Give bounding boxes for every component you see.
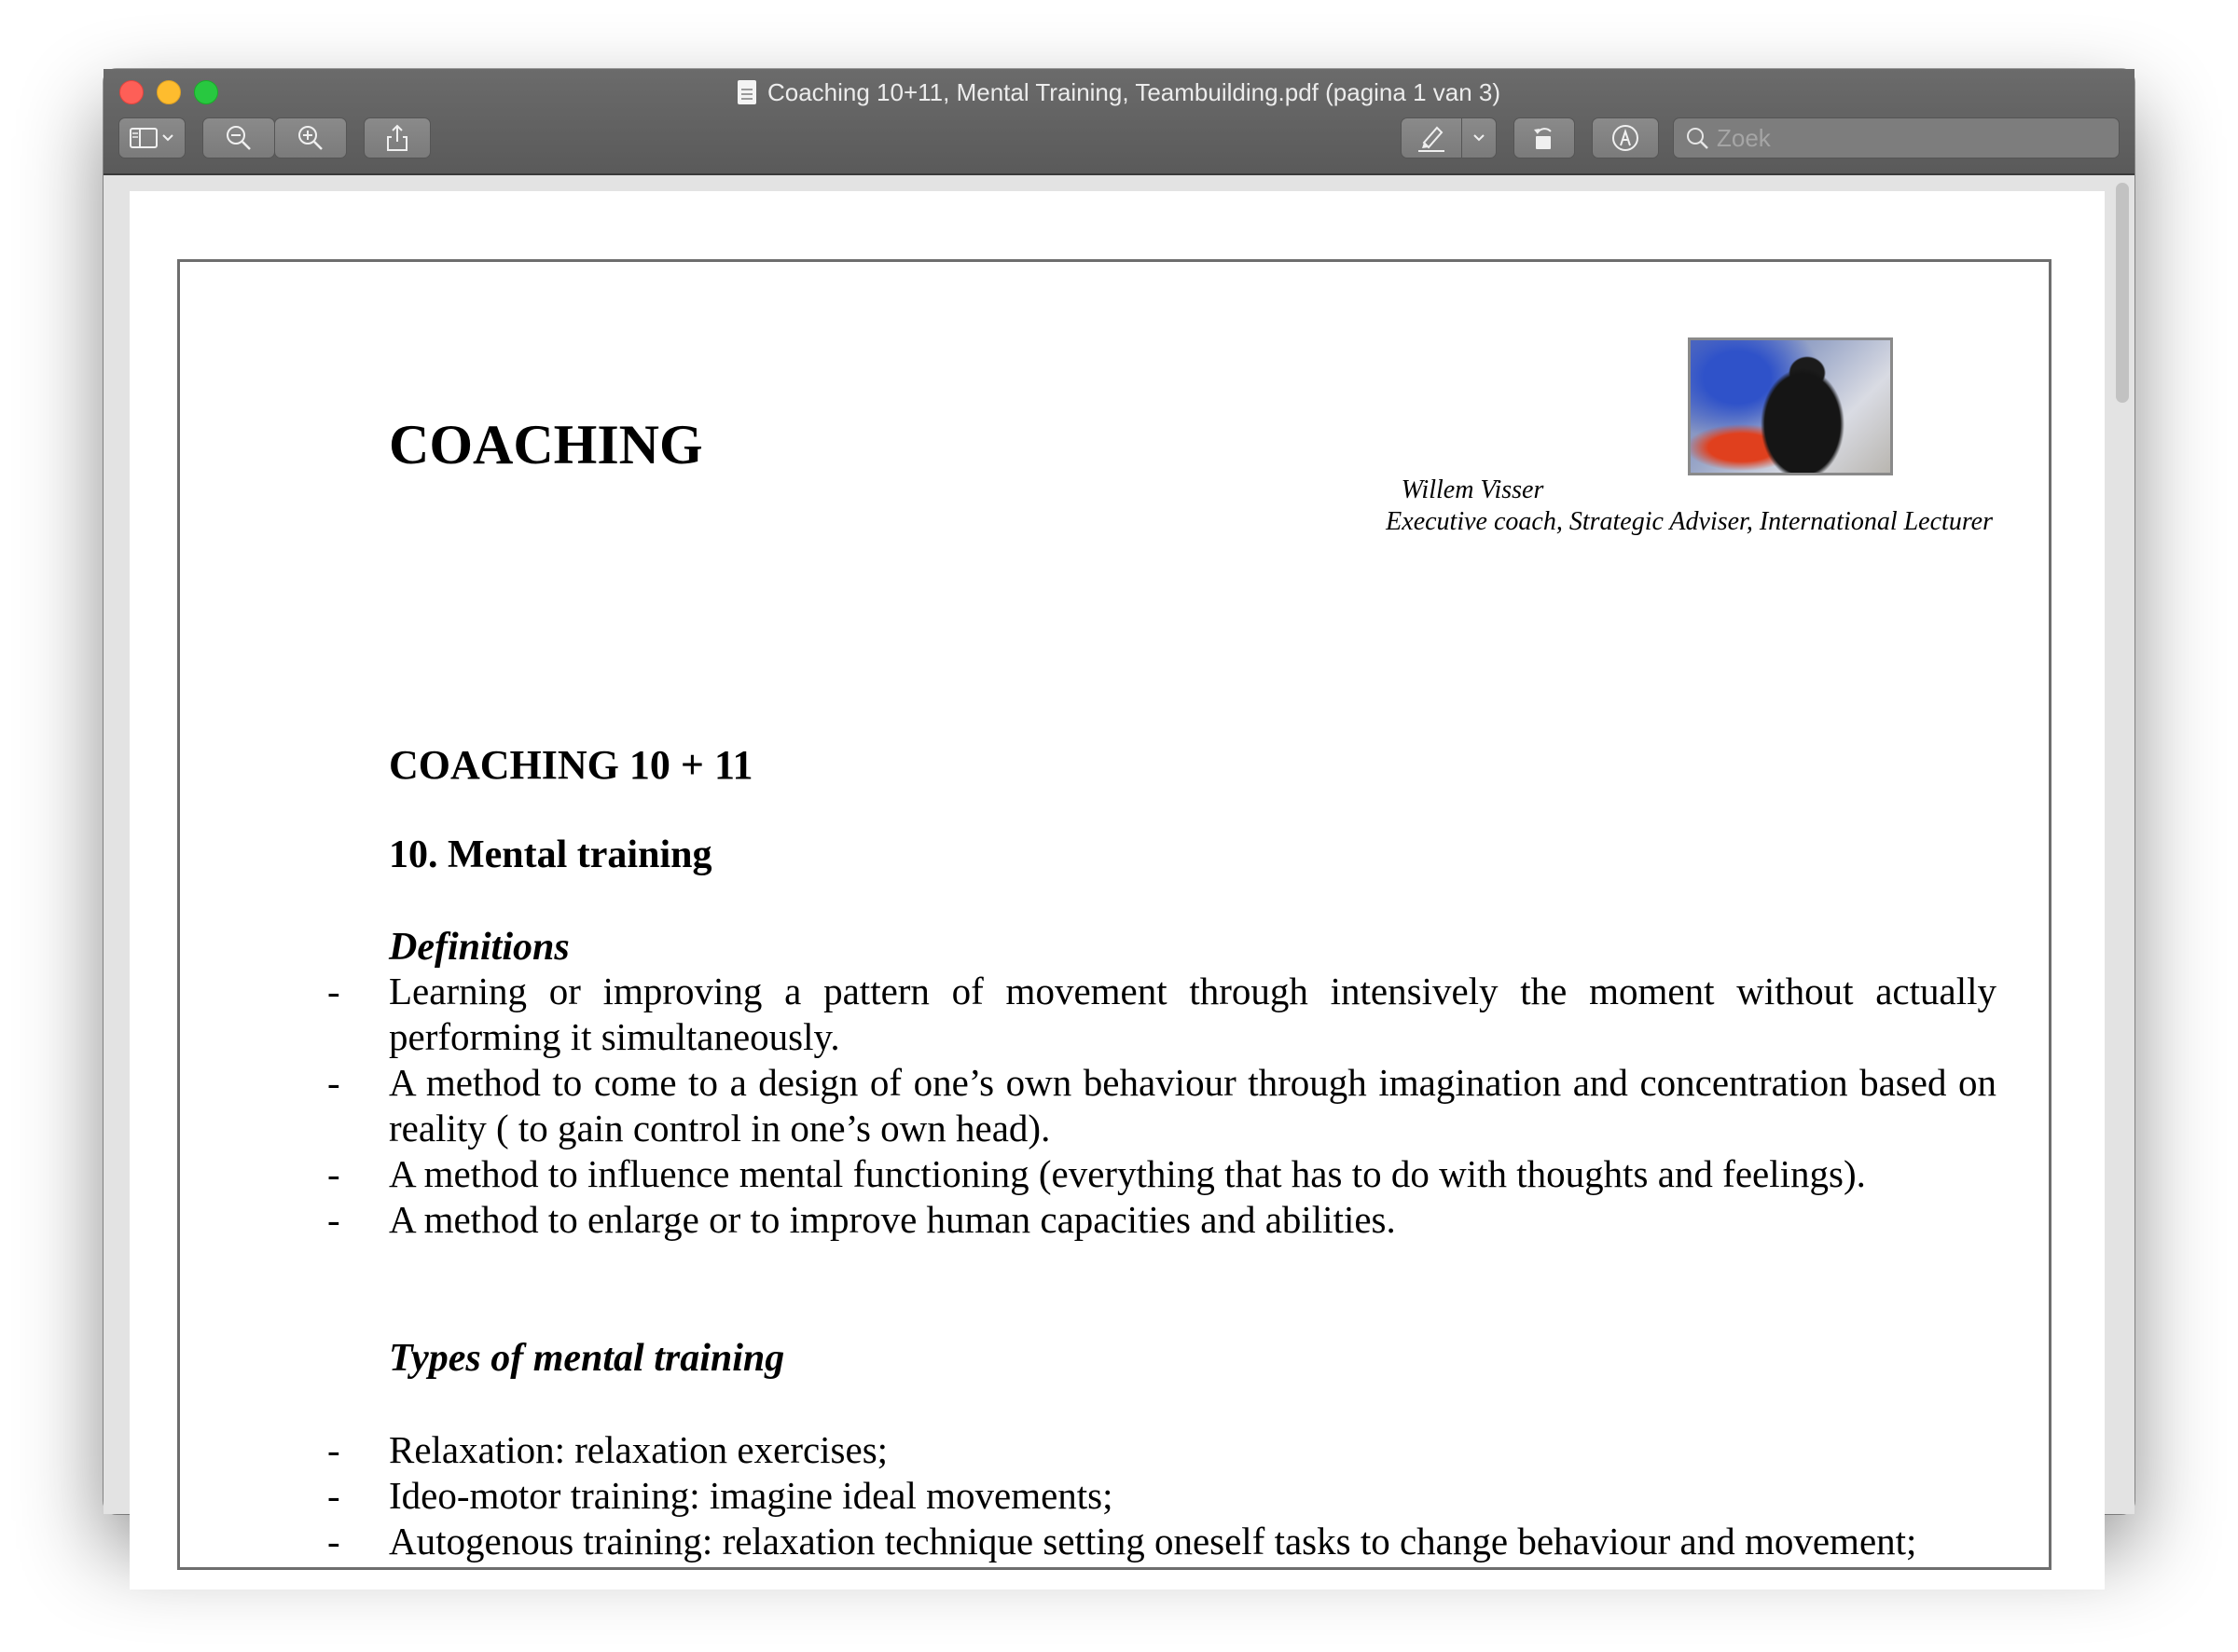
list-item	[327, 1151, 1996, 1197]
highlight-options-button[interactable]	[1461, 117, 1497, 158]
highlight-button[interactable]	[1401, 117, 1462, 158]
share-button[interactable]	[364, 117, 431, 158]
document-view[interactable]	[104, 175, 2134, 1563]
search-input[interactable]	[1715, 123, 2110, 154]
document-subheading: COACHING 10 + 11	[389, 742, 753, 788]
rotate-icon	[1530, 124, 1558, 152]
list-item-text: Learning or improving a pattern of movement through intensively the moment without actually performing it simultaneously.	[389, 970, 1996, 1058]
title-bar	[104, 69, 2134, 175]
chevron-down-icon	[1472, 133, 1485, 143]
section-heading: 10. Mental training	[389, 833, 712, 876]
list-item	[327, 1473, 1996, 1519]
chevron-down-icon	[161, 133, 174, 143]
preview-window	[104, 69, 2134, 1563]
search-field[interactable]	[1673, 117, 2120, 158]
pdf-page	[130, 191, 2105, 1590]
author-role: Executive coach, Strategic Adviser, International Lecturer	[1386, 507, 1993, 536]
bullet-dash: -	[327, 1520, 340, 1563]
bullet-dash: -	[327, 1061, 340, 1104]
rotate-button[interactable]	[1513, 117, 1575, 158]
bullet-dash: -	[327, 1428, 340, 1471]
pdf-document-icon	[738, 80, 756, 104]
list-item	[327, 1060, 1996, 1151]
list-item-text: Relaxation: relaxation exercises;	[389, 1428, 889, 1471]
list-item-text: A method to enlarge or to improve human capacities and abilities.	[389, 1198, 1396, 1241]
list-item	[327, 1197, 1996, 1243]
author-name: Willem Visser	[1401, 475, 1544, 504]
types-heading: Types of mental training	[389, 1337, 785, 1380]
list-item	[327, 1427, 1996, 1473]
author-photo	[1688, 337, 1893, 475]
types-list	[327, 1427, 1996, 1564]
zoom-out-icon	[225, 124, 253, 152]
definitions-list	[327, 969, 1996, 1243]
window-title: Coaching 10+11, Mental Training, Teambuilding.pdf (pagina 1 van 3)	[767, 77, 1501, 106]
sidebar-icon	[130, 127, 158, 149]
zoom-in-icon	[297, 124, 325, 152]
sidebar-toggle-button[interactable]	[118, 117, 186, 158]
list-item-text: Ideo-motor training: imagine ideal movements;	[389, 1474, 1113, 1517]
list-item-text: A method to come to a design of one’s own behaviour through imagination and concentration based on reality ( to gain control in one’s own head).	[389, 1061, 1996, 1150]
list-item	[327, 1519, 1996, 1564]
bullet-dash: -	[327, 1474, 340, 1517]
zoom-out-button[interactable]	[202, 117, 275, 158]
markup-toolbar-button[interactable]	[1592, 117, 1659, 158]
bullet-dash: -	[327, 1198, 340, 1241]
bullet-dash: -	[327, 1152, 340, 1195]
highlight-pen-icon	[1416, 124, 1446, 152]
document-title: COACHING	[389, 414, 703, 475]
bullet-dash: -	[327, 970, 340, 1012]
scrollbar-thumb[interactable]	[2116, 183, 2129, 403]
list-item-text: A method to influence mental functioning (everything that has to do with thoughts and feelings).	[389, 1152, 1866, 1195]
search-icon	[1685, 126, 1709, 150]
zoom-in-button[interactable]	[274, 117, 347, 158]
markup-icon	[1610, 123, 1640, 153]
definitions-heading: Definitions	[389, 926, 570, 969]
list-item-text: Autogenous training: relaxation technique setting oneself tasks to change behaviour and movement;	[389, 1520, 1917, 1563]
vertical-scrollbar[interactable]	[2116, 183, 2129, 1507]
share-icon	[385, 124, 409, 152]
window-title-area	[104, 76, 2134, 108]
list-item	[327, 969, 1996, 1060]
